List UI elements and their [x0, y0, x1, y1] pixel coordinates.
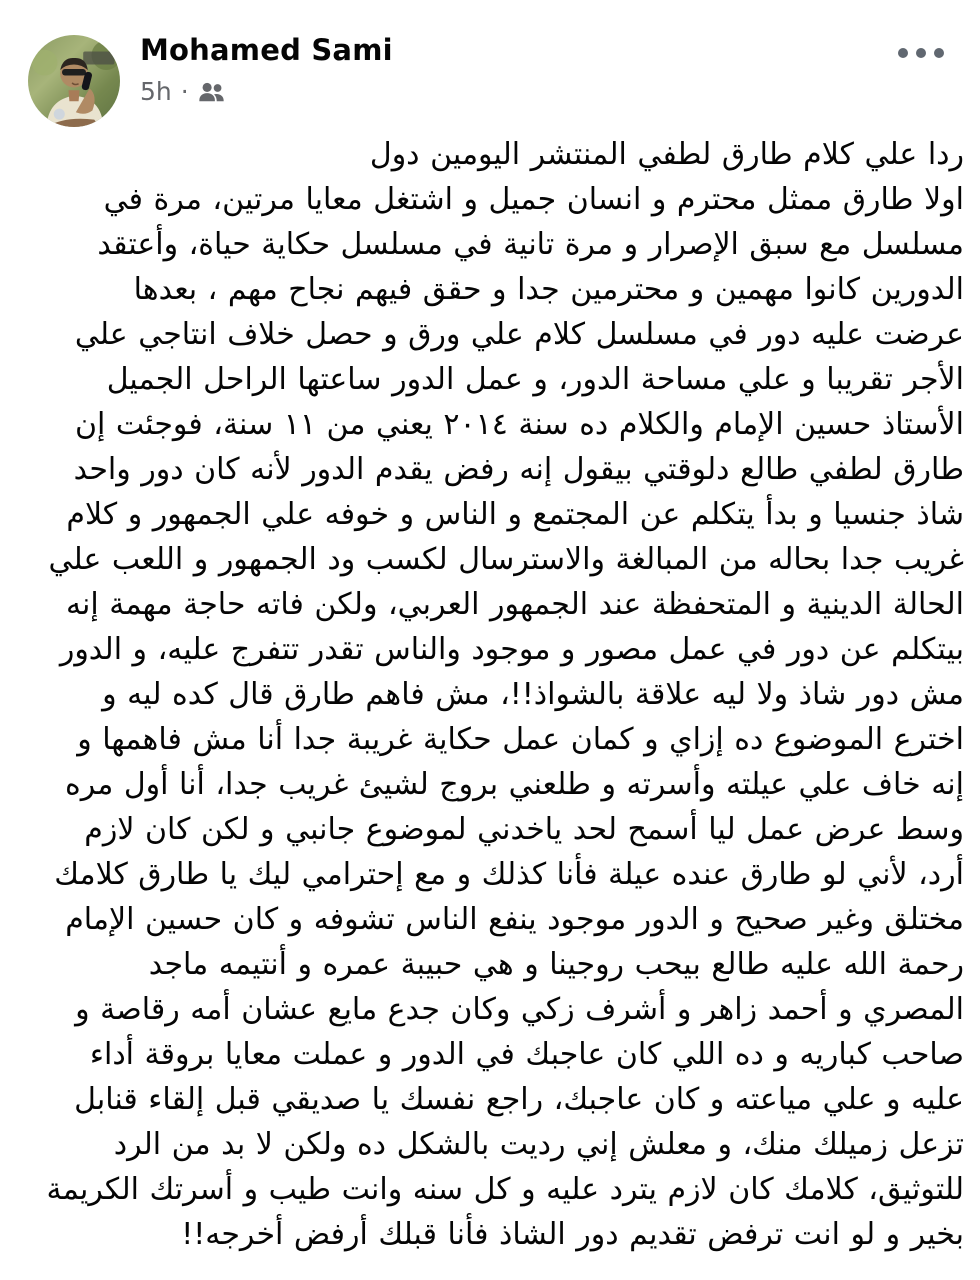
- ellipsis-icon: [934, 48, 944, 58]
- friends-icon: [198, 79, 225, 106]
- header-meta: [140, 32, 393, 106]
- dot-separator: ·: [180, 77, 189, 106]
- post-body-text: اولا طارق ممثل محترم و انسان جميل و اشتغل معايا مرتين، مرة في مسلسل مع سبق الإصرار و مرة تانية في مسلسل حكاية حياة، وأعتقد الدورين كانوا مهمين و محترمين جدا و حقق فيهم نجاح مهم ، بعدها عرضت عليه دور في مسلسل كلام علي ورق و حصل خلاف انتاجي علي الأجر تقريبا و علي مساحة الدور، و عمل الدور ساعتها الراحل الجميل الأستاذ حسين الإمام والكلام ده سنة ٢٠١٤ يعني من ١١ سنة، فوجئت إن طارق لطفي طالع دلوقتي بيقول إنه رفض يقدم الدور لأنه كان دور واحد شاذ جنسيا و بدأ يتكلم عن المجتمع و الناس و خوفه علي الجمهور و كلام غريب جدا بحاله من المبالغة والاسترسال لكسب ود الجمهور و اللعب علي الحالة الدينية و المتحفظة عند الجمهور العربي، ولكن فاته حاجة مهمة إنه بيتكلم عن دور في عمل مصور و موجود والناس تقدر تتفرج عليه، و الدور مش دور شاذ ولا ليه علاقة بالشواذ!!، مش فاهم طارق قال كده ليه و اخترع الموضوع ده إزاي و كمان عمل حكاية غريبة جدا أنا مش فاهمها و إنه خاف علي عيلته وأسرته و طلعني بروج لشيئ غريب جدا، أنا أول مره وسط عرض عمل ليا أسمح لحد ياخدني لموضوع جانبي و لكن كان لازم أرد، لأني لو طارق عنده عيلة فأنا كذلك و مع إحترامي ليك يا طارق كلامك مختلق وغير صحيح و الدور موجود ينفع الناس تشوفه و كان حسين الإمام رحمة الله عليه طالع بيحب روجينا و هي حبيبة عمره و أنتيمه ماجد المصري و أحمد زاهر و أشرف زكي وكان جدع مايع عشان أمه رقاصة و صاحب كباريه و ده اللي كان عاجبك في الدور و عملت معايا بروقة أداء عليه و علي مياعته و كان عاجبك، راجع نفسك يا صديقي قبل إلقاء قنابل تزعل زميلك منك، و معلش إني رديت بالشكل ده ولكن لا بد من الرد للتوثيق، كلامك كان لازم يترد عليه و كل سنه وانت طيب و أسرتك الكريمة بخير و لو انت ترفض تقديم دور الشاذ فأنا قبلك أرفض أخرجه!!: [46, 182, 964, 1252]
- post-header: [0, 30, 980, 135]
- post-body: [0, 132, 980, 1257]
- ellipsis-icon: [898, 48, 908, 58]
- post-menu-button[interactable]: [894, 38, 948, 68]
- avatar-photo-man-on-phone: [28, 35, 120, 127]
- post-intro-line: ردا علي كلام طارق لطفي المنتشر اليومين دول: [369, 137, 964, 172]
- post-meta-row: [140, 78, 393, 106]
- timestamp[interactable]: 5h: [140, 77, 172, 106]
- avatar[interactable]: [28, 35, 120, 127]
- ellipsis-icon: [916, 48, 926, 58]
- author-name[interactable]: Mohamed Sami: [140, 33, 393, 67]
